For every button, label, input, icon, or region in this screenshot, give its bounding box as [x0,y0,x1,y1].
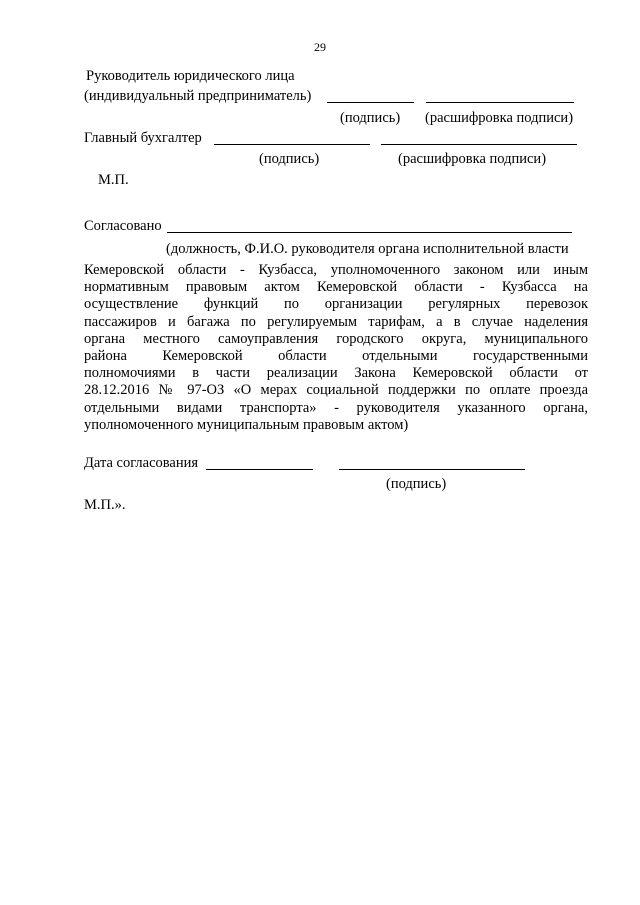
approval-label: Согласовано [84,218,162,234]
paragraph-line: полномочиями в части реализации Закона Кемеровской области от [84,365,588,382]
approval-date-line[interactable] [206,469,313,470]
head-signature-caption: (подпись) [340,110,401,126]
paragraph-line: уполномоченного муниципальным правовым актом) [84,416,409,433]
paragraph-line: пассажиров и багажа по регулируемым тарифам, а в случае наделения [84,313,588,330]
paragraph-line: нормативным правовым актом Кемеровской области - Кузбасса на [84,279,588,296]
accountant-decode-line[interactable] [381,144,577,145]
approval-caption-first: (должность, Ф.И.О. руководителя органа исполнительной власти [166,241,569,257]
approval-line[interactable] [167,232,572,233]
approval-signature-line[interactable] [339,469,525,470]
seal-mark-final: М.П.». [84,497,126,513]
paragraph-line: осуществление функций по организации регулярных перевозок [84,296,588,313]
approval-caption-paragraph [84,262,588,434]
paragraph-line: органа местного самоуправления городского округа, муниципального [84,330,588,347]
head-title-line2: (индивидуальный предприниматель) [84,88,312,104]
head-decode-caption: (расшифровка подписи) [425,110,574,126]
head-signature-line[interactable] [327,102,414,103]
paragraph-line: отдельными видами транспорта» - руководителя указанного органа, [84,399,588,416]
accountant-label: Главный бухгалтер [84,130,202,146]
seal-mark: М.П. [98,172,129,188]
paragraph-line: района Кемеровской области отдельными государственными [84,347,588,364]
accountant-decode-caption: (расшифровка подписи) [398,151,547,167]
approval-signature-caption: (подпись) [386,476,447,492]
page-number: 29 [314,40,326,54]
paragraph-line: 28.12.2016 № 97-ОЗ «О мерах социальной поддержки по оплате проезда [84,382,588,399]
accountant-signature-caption: (подпись) [259,151,320,167]
paragraph-line: Кемеровской области - Кузбасса, уполномоченного законом или иным [84,262,588,278]
head-decode-line[interactable] [426,102,574,103]
approval-date-label: Дата согласования [84,455,199,471]
accountant-signature-line[interactable] [214,144,370,145]
head-title-line1: Руководитель юридического лица [86,68,295,84]
